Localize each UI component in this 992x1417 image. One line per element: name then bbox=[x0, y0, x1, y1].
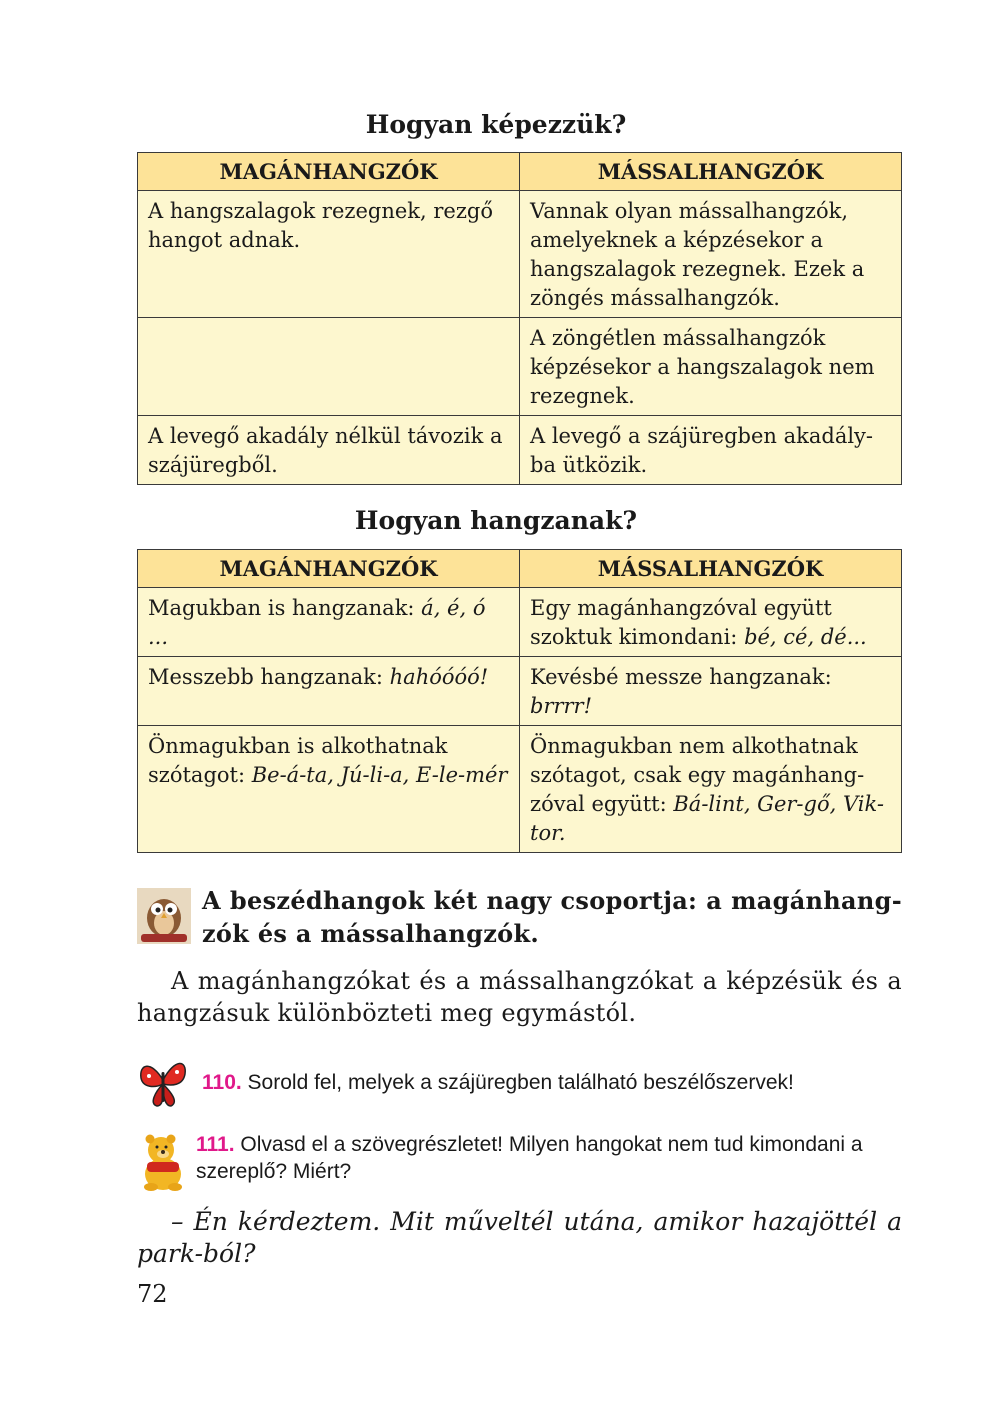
table-row bbox=[138, 657, 902, 726]
formation-table bbox=[137, 152, 902, 485]
table-row bbox=[138, 726, 902, 853]
sound-table bbox=[137, 549, 902, 853]
owl-icon bbox=[137, 888, 191, 944]
header-vowels: MAGÁNHANGZÓK bbox=[138, 153, 520, 191]
cell: Önmagukban nem alkothatnak szótagot, csak egy magánhang-zóval együtt: Bá-lint, Ger-gő, Vik-tor. bbox=[520, 726, 902, 853]
quote: – Én kérdeztem. Mit műveltél utána, amikor hazajöttél a park-ból? bbox=[137, 1207, 902, 1268]
cell: Messzebb hangzanak: hahóóóó! bbox=[138, 657, 520, 726]
section-title-sound: Hogyan hangzanak? bbox=[354, 506, 638, 535]
cell: A hangszalagok rezegnek, rezgő hangot adnak. bbox=[138, 191, 520, 318]
cell: Kevésbé messze hangzanak: brrrr! bbox=[520, 657, 902, 726]
section-title-formation: Hogyan képezzük? bbox=[365, 110, 627, 139]
paragraph: A magánhangzókat és a mássalhangzókat a képzésük és a hangzásuk különbözteti meg egymástól. bbox=[137, 967, 902, 1027]
butterfly-icon bbox=[137, 1054, 189, 1112]
cell: Egy magánhangzóval együtt szoktuk kimondani: bé, cé, dé... bbox=[520, 588, 902, 657]
table-row bbox=[138, 416, 902, 485]
header-consonants: MÁSSALHANGZÓK bbox=[520, 153, 902, 191]
rule-text: A beszédhangok két nagy csoportja: a magánhang-zók és a mássalhangzók. bbox=[202, 886, 902, 948]
task-110: 110. Sorold fel, melyek a szájüregben található beszélőszervek! bbox=[202, 1071, 794, 1094]
cell: Magukban is hangzanak: á, é, ó ... bbox=[138, 588, 520, 657]
cell: A zöngétlen mássalhangzók képzésekor a hangszalagok nem rezegnek. bbox=[520, 318, 902, 416]
header-consonants: MÁSSALHANGZÓK bbox=[520, 550, 902, 588]
cell: Vannak olyan mássalhangzók, amelyeknek a képzésekor a hangszalagok rezegnek. Ezek a zöngés mássalhangzók. bbox=[520, 191, 902, 318]
page-number: 72 bbox=[137, 1280, 168, 1308]
table-row bbox=[138, 588, 902, 657]
cell: Önmagukban is alkothatnak szótagot: Be-á-ta, Jú-li-a, E-le-mér bbox=[138, 726, 520, 853]
table-row bbox=[138, 191, 902, 318]
task-111: 111. Olvasd el a szövegrészletet! Milyen hangokat nem tud kimondani a szereplő? Miért? bbox=[196, 1133, 863, 1183]
cell: A levegő a szájüregben akadály-ba ütközik. bbox=[520, 416, 902, 485]
cell: A levegő akadály nélkül távozik a szájüregből. bbox=[138, 416, 520, 485]
bear-icon bbox=[137, 1132, 189, 1192]
cell bbox=[138, 318, 520, 416]
header-vowels: MAGÁNHANGZÓK bbox=[138, 550, 520, 588]
table-row bbox=[138, 318, 902, 416]
